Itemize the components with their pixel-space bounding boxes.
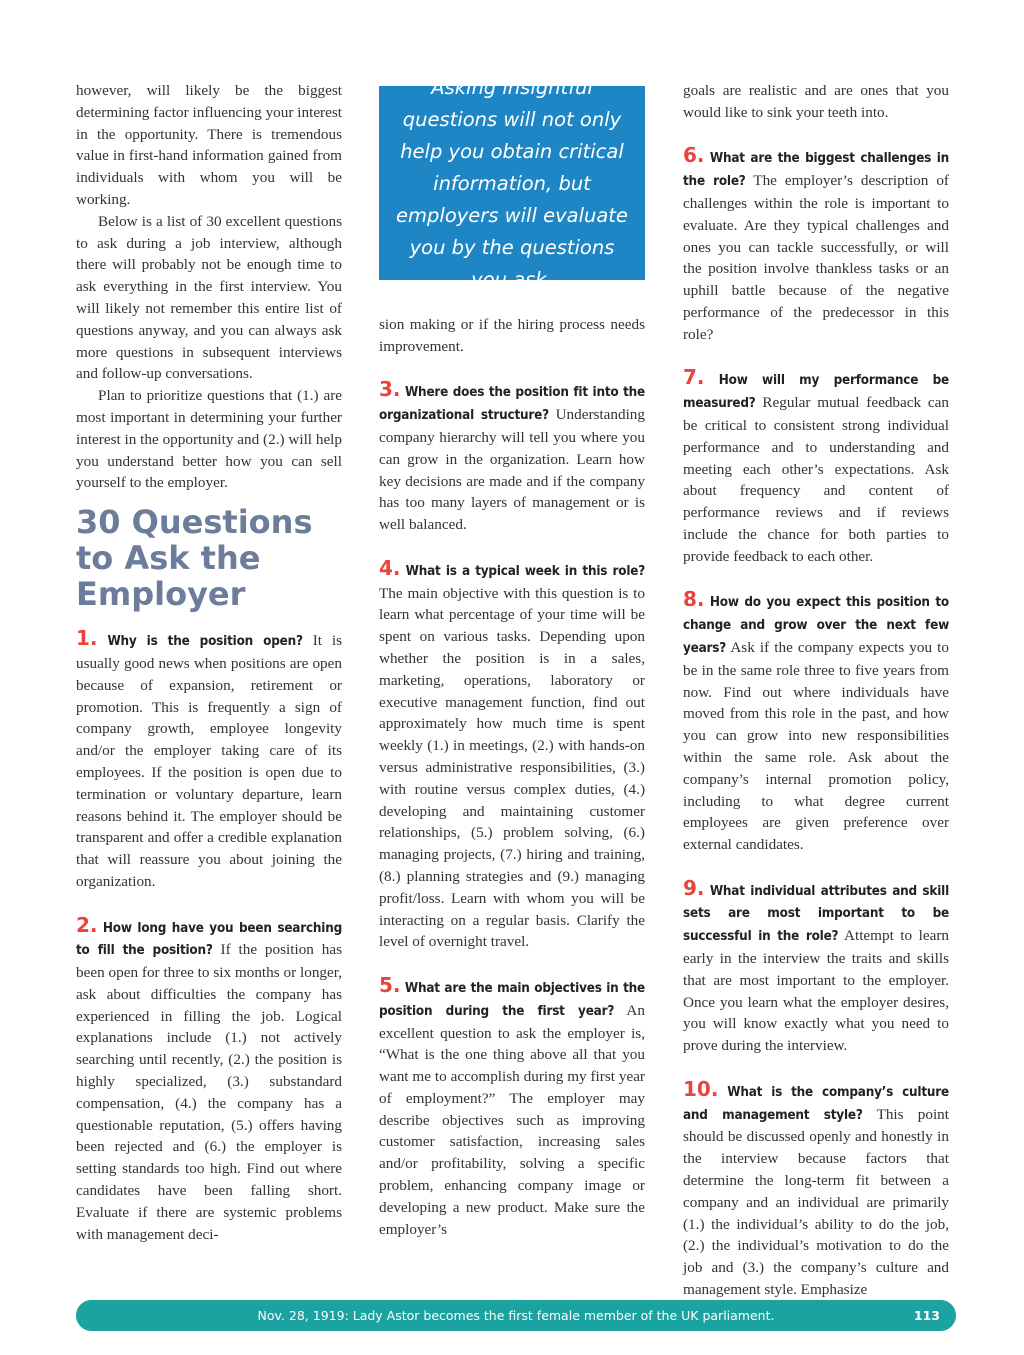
question-title: What are the biggest challenges in the role? <box>683 151 950 190</box>
question-2 <box>76 912 343 1246</box>
question-1 <box>76 628 342 893</box>
question-number: 4. <box>379 555 401 580</box>
question-title: What individual attributes and skill sets are most important to be successful in the role? <box>683 883 949 945</box>
question-body: The main objective with this question is to learn what percentage of your time will be spent on various tasks. Depending upon whether the position is in a sales, marketing, operations, laboratory or executive management function, find out approximately how much time is spent weekly (1.) in meetings, (2.) with hands-on versus administrative responsibilities, (3.) with routine versus complex duties, (4.) developing and maintaining customer relationships, (5.) problem solving, (6.) managing projects, (7.) hiring and training, (8.) planning strategies and (9.) managing profit/loss. Learn with whom you will be interacting on a regular basis. Clarify the level of overnight travel. <box>379 584 645 951</box>
question-5 <box>379 972 646 1241</box>
footer-fact: Nov. 28, 1919: Lady Astor becomes the first female member of the UK parliament. <box>257 1308 775 1323</box>
page-number: 113 <box>913 1308 940 1323</box>
question-title: Why is the position open? <box>107 634 303 650</box>
list-intro-paragraph: Below is a list of 30 excellent questions to ask during a job interview, although there will probably not be enough time to ask everything in the first interview. You will likely not remember this entire list of questions anyway, and you can always ask more questions in subsequent interviews and follow-up conversations. <box>76 212 342 383</box>
column-1 <box>76 80 342 1245</box>
question-title: Where does the position fit into the organizational structure? <box>379 385 646 424</box>
question-title: What are the main objectives in the position during the first year? <box>379 980 646 1019</box>
question-title: What is a typical week in this role? <box>405 563 646 579</box>
question-2-continued: sion making or if the hiring process needs improvement. <box>379 316 645 355</box>
question-5-continued: goals are realistic and are ones that you would like to sink your teeth into. <box>683 82 949 121</box>
question-body: It is usually good news when positions are open because of expansion, retirement or promotion. This is frequently a sign of company growth, employee longevity and/or the employer taking care of its employees. If the position is open due to termination or voluntary departure, learn reasons behind it. The employer should be transparent and offer a credible explanation that will reassure you about joining the organization. <box>76 632 343 890</box>
question-body: The employer’s description of challenges within the role is important to evaluate. Are they typical challenges and ones you can tackle successfully, or will the position involve thankless tasks or an uphill battle because of the negative performance of the predecessor in this role? <box>683 172 949 343</box>
footer-bar <box>76 1300 956 1331</box>
column-2 <box>379 76 646 1240</box>
question-title: How will my performance be measured? <box>683 373 949 412</box>
question-title: How do you expect this position to change and grow over the next few years? <box>683 595 950 656</box>
question-number: 5. <box>379 972 401 997</box>
section-heading: 30 Questions to Ask the Employer <box>76 503 313 614</box>
question-body: Ask if the company expects you to be in the same role three to five years from now. Find out where individuals have moved from this role in the past, and how you can grow into new responsibilities within the same role. Ask about the company’s internal promotion policy, including to what degree current employees are given preference over external candidates. <box>683 638 949 854</box>
question-number: 2. <box>76 912 98 937</box>
intro-paragraph: however, will likely be the biggest determining factor influencing your interest in the opportunity. There is tremendous value in first-hand information gained from individuals with whom you will be working. <box>76 82 342 208</box>
question-number: 3. <box>379 377 401 402</box>
question-body: If the position has been open for three to six months or longer, ask about difficulties the company has experienced in filling the job. Logical explanations include (1.) not actively searching until recently, (2.) the position is highly specialized, (3.) substandard compensation, (4.) the company has a questionable reputation, (5.) offers having been rejected and (6.) the employer is setting standards too high. Find out where candidates have been falling short. Evaluate if there are systemic problems with management deci- <box>76 941 342 1243</box>
question-body: Understanding company hierarchy will tell you where you can grow in the organization. Learn how key decisions are made and if the company has too many layers of management or is well balanced. <box>379 406 645 534</box>
column-3 <box>683 80 949 1301</box>
question-title: How long have you been searching to fill the position? <box>76 920 343 959</box>
pull-quote <box>379 76 645 291</box>
question-6 <box>683 145 949 345</box>
question-number: 9. <box>683 875 705 900</box>
prioritize-paragraph: Plan to prioritize questions that (1.) are most important in determining your further interest in the opportunity and (2.) will help you understand better how you can sell yourself to the employer. <box>76 387 342 492</box>
question-body: Regular mutual feedback can be critical to consistent strong individual performance and to understanding and meeting each other’s expectations. Ask about frequency and content of performance reviews and if reviews include the chance for both parties to provide feedback to each other. <box>683 394 949 565</box>
question-number: 6. <box>683 143 705 168</box>
question-title: What is the company’s culture and management style? <box>683 1084 949 1123</box>
question-9 <box>683 875 949 1057</box>
question-body: Attempt to learn early in the interview the traits and skills that are most important to the employer. Once you learn what the employer desires, you will know exactly what you need to prove during the interview. <box>683 927 949 1055</box>
question-number: 10. <box>683 1076 719 1101</box>
question-7 <box>683 367 949 567</box>
question-10 <box>683 1076 949 1301</box>
question-body: An excellent question to ask the employer is, “What is the one thing above all that you want me to accomplish during my first year of employment?” The employer may describe objectives such as improving customer satisfaction, increasing sales and/or profitability, solving a specific problem, enhancing company image or developing a new product. Make sure the employer’s <box>379 1001 645 1238</box>
question-number: 7. <box>683 365 705 390</box>
question-8 <box>683 589 949 856</box>
question-3 <box>379 379 645 536</box>
question-number: 1. <box>76 626 98 651</box>
pull-quote-text: Asking insightful questions will not only help you obtain critical information, but employers will evaluate you by the questions you ask. <box>396 76 628 291</box>
question-body: This point should be discussed openly and honestly in the interview because factors that determine the long-term fit between a company and an individual are primarily (1.) the individual’s ability to do the job, (2.) the individual’s motivation to do the job and (3.) the company’s culture and management style. Emphasize <box>683 1105 949 1299</box>
question-4 <box>379 555 646 953</box>
question-number: 8. <box>683 587 705 612</box>
